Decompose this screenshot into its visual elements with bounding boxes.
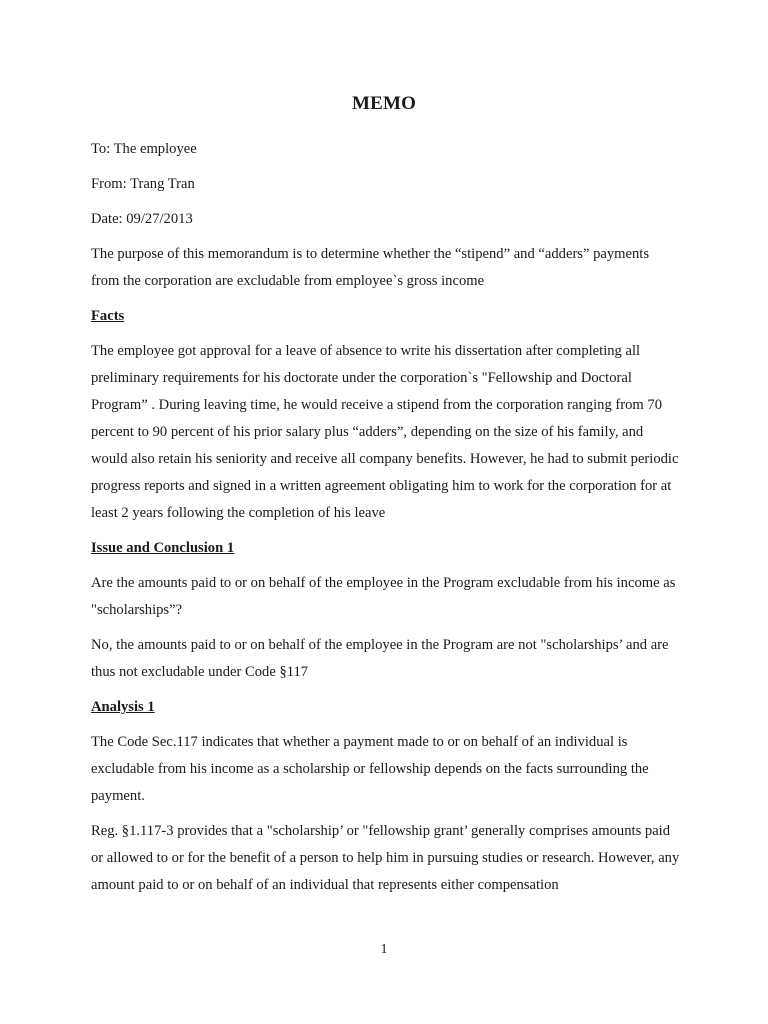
memo-title: MEMO xyxy=(351,93,417,114)
analysis-heading: Analysis 1 xyxy=(91,699,155,715)
facts-paragraph: The employee got approval for a leave of absence to write his dissertation after completing all preliminary requirements for his doctorate under the corporation`s "Fellowship and Doctoral Program” . During leaving time, he would receive a stipend from the corporation ranging from 70 percent to 90 percent of his prior salary plus “adders”, depending on the size of his family, and would also retain his seniority and receive all company benefits. However, he had to submit periodic progress reports and signed in a written agreement obligating him to work for the corporation for at least 2 years following the completion of his leave xyxy=(91,343,679,521)
issue-conclusion-paragraph: No, the amounts paid to or on behalf of the employee in the Program are not "scholarships’ and are thus not excludable under Code §117 xyxy=(91,637,669,680)
issue-question-paragraph: Are the amounts paid to or on behalf of the employee in the Program excludable from his income as "scholarships”? xyxy=(91,575,676,618)
facts-heading: Facts xyxy=(91,308,125,324)
date-line: Date: 09/27/2013 xyxy=(91,211,193,227)
memo-body xyxy=(91,136,681,907)
from-line: From: Trang Tran xyxy=(91,176,195,192)
issue-conclusion-heading: Issue and Conclusion 1 xyxy=(91,540,235,556)
to-line: To: The employee xyxy=(91,141,197,157)
purpose-paragraph: The purpose of this memorandum is to determine whether the “stipend” and “adders” payments from the corporation are excludable from employee`s gross income xyxy=(91,246,650,289)
page-number: 1 xyxy=(380,942,388,957)
analysis-paragraph-regulation: Reg. §1.117-3 provides that a "scholarship’ or "fellowship grant’ generally comprises amounts paid or allowed to or for the benefit of a person to help him in pursuing studies or research. However, any amount paid to or on behalf of an individual that represents either compensation xyxy=(91,823,680,893)
analysis-paragraph-code: The Code Sec.117 indicates that whether a payment made to or on behalf of an individual is excludable from his income as a scholarship or fellowship depends on the facts surrounding the payment. xyxy=(91,734,649,804)
